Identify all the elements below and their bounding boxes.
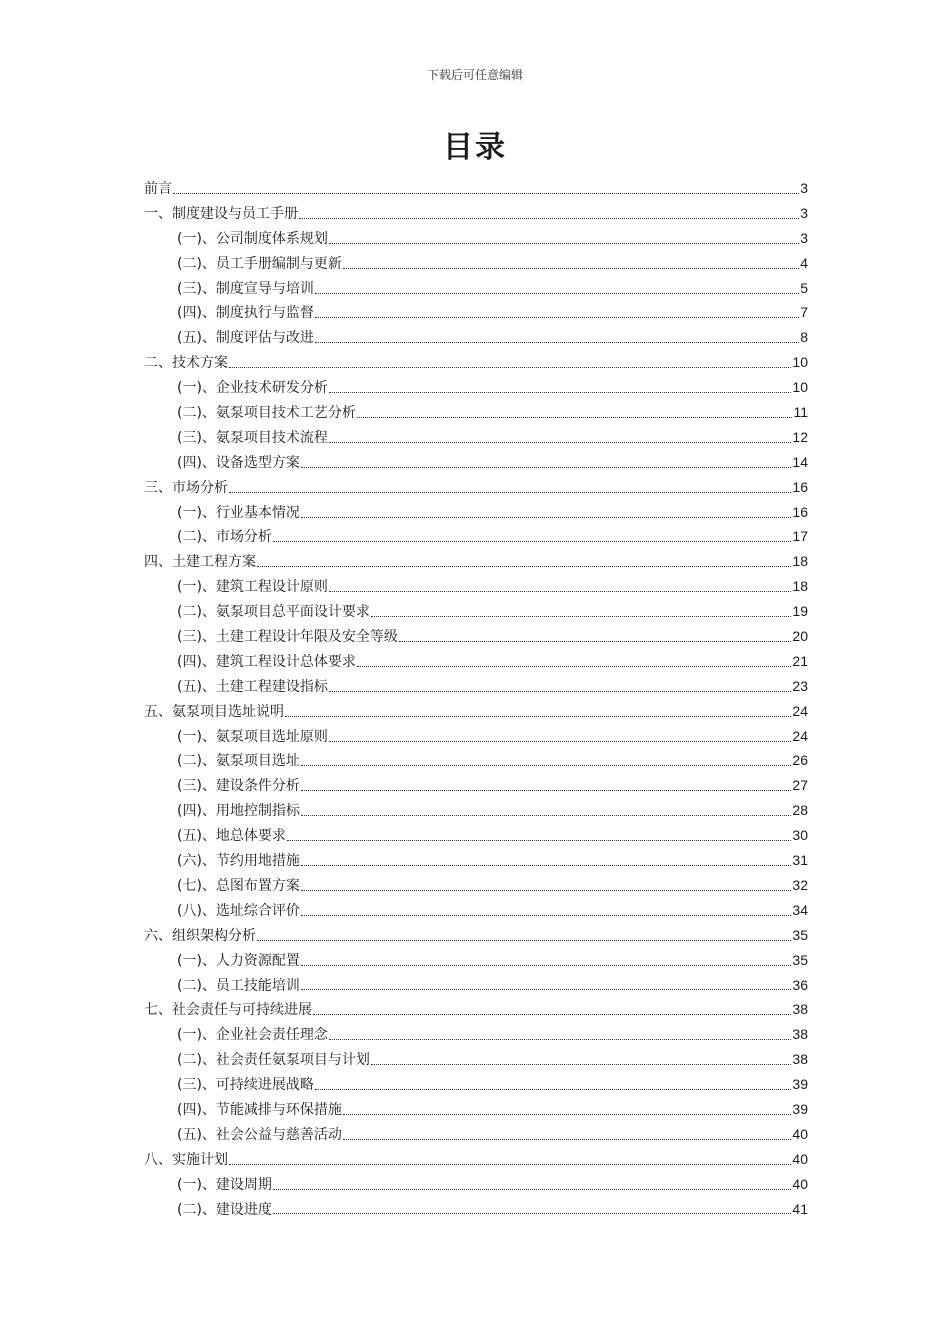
toc-dot-leader: [257, 940, 791, 941]
toc-entry[interactable]: [144, 923, 808, 948]
toc-entry-title: 二、技术方案: [144, 355, 228, 372]
toc-entry-page-number: 40: [792, 1150, 808, 1167]
toc-entry-page-number: 28: [792, 802, 808, 819]
toc-dot-leader: [299, 218, 799, 219]
toc-entry[interactable]: [144, 300, 808, 325]
toc-entry-title: (三)、建设条件分析: [177, 778, 300, 795]
toc-entry[interactable]: [144, 798, 808, 823]
toc-entry[interactable]: [144, 674, 808, 699]
toc-entry-page-number: 24: [792, 702, 808, 719]
toc-entry-page-number: 5: [800, 279, 808, 296]
toc-entry-page-number: 30: [792, 827, 808, 844]
toc-entry-title: (四)、用地控制指标: [177, 803, 300, 820]
toc-entry-title: (二)、社会责任氨泵项目与计划: [177, 1052, 370, 1069]
toc-dot-leader: [287, 840, 791, 841]
toc-entry-page-number: 16: [792, 503, 808, 520]
toc-entry-page-number: 27: [792, 777, 808, 794]
toc-entry-title: (八)、选址综合评价: [177, 902, 300, 919]
toc-entry-page-number: 4: [800, 254, 808, 271]
toc-dot-leader: [329, 442, 791, 443]
toc-entry[interactable]: [144, 475, 808, 500]
toc-entry-page-number: 40: [792, 1125, 808, 1142]
toc-entry-page-number: 12: [792, 428, 808, 445]
toc-dot-leader: [273, 541, 791, 542]
toc-entry-title: 一、制度建设与员工手册: [144, 205, 298, 222]
toc-entry-page-number: 38: [792, 1051, 808, 1068]
toc-dot-leader: [301, 965, 791, 966]
toc-dot-leader: [371, 616, 791, 617]
toc-entry-page-number: 3: [800, 204, 808, 221]
toc-entry-title: (一)、人力资源配置: [177, 952, 300, 969]
toc-entry-title: 三、市场分析: [144, 479, 228, 496]
toc-entry-title: (三)、可持续进展战略: [177, 1077, 314, 1094]
toc-entry[interactable]: [144, 226, 808, 251]
toc-entry-title: (四)、节能减排与环保措施: [177, 1101, 342, 1118]
toc-entry-page-number: 39: [792, 1100, 808, 1117]
toc-entry[interactable]: [144, 450, 808, 475]
toc-entry[interactable]: [144, 201, 808, 226]
toc-entry-page-number: 35: [792, 951, 808, 968]
toc-dot-leader: [173, 193, 799, 194]
toc-entry[interactable]: [144, 873, 808, 898]
toc-entry-title: (五)、制度评估与改进: [177, 330, 314, 347]
toc-entry-page-number: 18: [792, 553, 808, 570]
toc-dot-leader: [343, 1139, 791, 1140]
toc-dot-leader: [329, 691, 791, 692]
toc-entry[interactable]: [144, 425, 808, 450]
toc-entry-page-number: 18: [792, 578, 808, 595]
toc-entry-title: (一)、企业社会责任理念: [177, 1027, 328, 1044]
toc-entry-page-number: 3: [800, 229, 808, 246]
toc-dot-leader: [357, 666, 791, 667]
toc-entry-page-number: 32: [792, 876, 808, 893]
toc-entry-page-number: 34: [792, 901, 808, 918]
toc-dot-leader: [315, 293, 799, 294]
toc-entry[interactable]: [144, 350, 808, 375]
toc-entry-title: 五、氨泵项目选址说明: [144, 703, 284, 720]
toc-entry[interactable]: [144, 400, 808, 425]
toc-entry-title: 六、组织架构分析: [144, 927, 256, 944]
toc-entry-page-number: 10: [792, 379, 808, 396]
toc-dot-leader: [301, 915, 791, 916]
toc-entry[interactable]: [144, 848, 808, 873]
toc-dot-leader: [301, 517, 791, 518]
toc-dot-leader: [301, 790, 791, 791]
toc-dot-leader: [301, 815, 791, 816]
toc-entry-title: (四)、设备选型方案: [177, 454, 300, 471]
toc-entry-page-number: 23: [792, 677, 808, 694]
toc-dot-leader: [329, 392, 791, 393]
toc-entry-title: (三)、制度宣导与培训: [177, 280, 314, 297]
toc-entry[interactable]: [144, 1172, 808, 1197]
toc-dot-leader: [273, 1213, 791, 1214]
page-header-note: 下载后可任意编辑: [426, 68, 523, 82]
toc-dot-leader: [329, 1039, 791, 1040]
toc-dot-leader: [343, 1114, 791, 1115]
toc-entry-page-number: 40: [792, 1175, 808, 1192]
toc-entry-title: (三)、氨泵项目技术流程: [177, 429, 328, 446]
toc-entry-title: (七)、总图布置方案: [177, 877, 300, 894]
toc-entry[interactable]: [144, 624, 808, 649]
toc-entry-title: (五)、地总体要求: [177, 828, 286, 845]
toc-entry-page-number: 7: [800, 304, 808, 321]
toc-entry[interactable]: [144, 997, 808, 1022]
toc-entry-title: (一)、企业技术研发分析: [177, 380, 328, 397]
toc-dot-leader: [301, 989, 791, 990]
toc-dot-leader: [343, 268, 799, 269]
toc-entry-title: (一)、行业基本情况: [177, 504, 300, 521]
toc-entry-page-number: 14: [792, 453, 808, 470]
toc-entry[interactable]: [144, 649, 808, 674]
toc-entry-page-number: 41: [792, 1200, 808, 1217]
toc-entry-page-number: 39: [792, 1076, 808, 1093]
toc-dot-leader: [315, 342, 799, 343]
toc-dot-leader: [301, 467, 791, 468]
toc-dot-leader: [229, 367, 791, 368]
toc-entry[interactable]: [144, 823, 808, 848]
toc-entry[interactable]: [144, 1097, 808, 1122]
toc-entry-title: (四)、建筑工程设计总体要求: [177, 653, 356, 670]
toc-entry-title: 八、实施计划: [144, 1151, 228, 1168]
toc-entry-page-number: 31: [792, 852, 808, 869]
toc-dot-leader: [315, 317, 799, 318]
toc-entry-title: (四)、制度执行与监督: [177, 305, 314, 322]
toc-entry[interactable]: [144, 1047, 808, 1072]
toc-entry[interactable]: [144, 898, 808, 923]
toc-dot-leader: [329, 243, 799, 244]
toc-entry-title: (六)、节约用地措施: [177, 853, 300, 870]
toc-entry-page-number: 36: [792, 976, 808, 993]
toc-entry-page-number: 38: [792, 1001, 808, 1018]
toc-entry-title: (二)、氨泵项目技术工艺分析: [177, 405, 356, 422]
toc-entry-page-number: 38: [792, 1026, 808, 1043]
toc-entry[interactable]: [144, 251, 808, 276]
toc-dot-leader: [229, 1164, 791, 1165]
toc-entry-title: (五)、土建工程建设指标: [177, 678, 328, 695]
toc-entry-page-number: 24: [792, 727, 808, 744]
toc-entry[interactable]: [144, 1122, 808, 1147]
toc-entry[interactable]: [144, 599, 808, 624]
toc-dot-leader: [399, 641, 791, 642]
toc-entry-title: 前言: [144, 181, 172, 197]
toc-entry[interactable]: [144, 574, 808, 599]
toc-entry-page-number: 35: [792, 926, 808, 943]
toc-entry-page-number: 26: [792, 752, 808, 769]
toc-entry-title: 七、社会责任与可持续进展: [144, 1002, 312, 1019]
toc-entry[interactable]: [144, 1072, 808, 1097]
toc-entry-page-number: 21: [792, 652, 808, 669]
toc-dot-leader: [315, 1089, 791, 1090]
toc-entry-page-number: 11: [793, 404, 808, 421]
toc-entry[interactable]: [144, 325, 808, 350]
toc-entry-title: (五)、社会公益与慈善活动: [177, 1126, 342, 1143]
toc-entry-page-number: 8: [800, 329, 808, 346]
toc-entry-title: (二)、建设进度: [177, 1201, 272, 1218]
toc-entry[interactable]: [144, 549, 808, 574]
toc-dot-leader: [301, 865, 791, 866]
toc-entry[interactable]: [144, 699, 808, 724]
toc-entry[interactable]: [144, 748, 808, 773]
toc-dot-leader: [329, 741, 791, 742]
table-of-contents: [144, 176, 808, 1221]
toc-entry-title: (二)、氨泵项目总平面设计要求: [177, 604, 370, 621]
toc-entry[interactable]: [144, 1147, 808, 1172]
toc-entry-page-number: 10: [792, 354, 808, 371]
toc-dot-leader: [371, 1064, 791, 1065]
toc-entry-title: (二)、市场分析: [177, 529, 272, 546]
toc-dot-leader: [301, 765, 791, 766]
toc-entry-title: 四、土建工程方案: [144, 554, 256, 571]
toc-entry-title: (一)、建筑工程设计原则: [177, 579, 328, 596]
toc-entry[interactable]: [144, 500, 808, 525]
toc-entry[interactable]: [144, 176, 808, 201]
toc-entry-page-number: 17: [792, 528, 808, 545]
toc-entry-title: (二)、氨泵项目选址: [177, 753, 300, 770]
toc-dot-leader: [313, 1014, 791, 1015]
toc-entry[interactable]: [144, 375, 808, 400]
toc-dot-leader: [329, 591, 791, 592]
toc-entry-title: (二)、员工技能培训: [177, 977, 300, 994]
toc-entry[interactable]: [144, 524, 808, 549]
toc-entry-page-number: 20: [792, 628, 808, 645]
toc-dot-leader: [285, 716, 791, 717]
toc-entry[interactable]: [144, 948, 808, 973]
toc-entry-title: (三)、土建工程设计年限及安全等级: [177, 629, 398, 646]
toc-dot-leader: [357, 417, 793, 418]
toc-entry[interactable]: [144, 1022, 808, 1047]
toc-dot-leader: [257, 566, 791, 567]
toc-entry-page-number: 16: [792, 478, 808, 495]
toc-entry[interactable]: [144, 276, 808, 301]
toc-dot-leader: [301, 890, 791, 891]
toc-entry[interactable]: [144, 973, 808, 998]
toc-entry[interactable]: [144, 724, 808, 749]
toc-entry-page-number: 19: [792, 603, 808, 620]
toc-entry-title: (一)、建设周期: [177, 1176, 272, 1193]
document-title: 目录: [443, 130, 507, 165]
toc-dot-leader: [273, 1189, 791, 1190]
toc-entry-page-number: 3: [800, 180, 808, 196]
toc-entry-title: (一)、公司制度体系规划: [177, 230, 328, 247]
toc-entry-title: (二)、员工手册编制与更新: [177, 255, 342, 272]
toc-entry[interactable]: [144, 1197, 808, 1222]
toc-entry-title: (一)、氨泵项目选址原则: [177, 728, 328, 745]
toc-dot-leader: [229, 492, 791, 493]
toc-entry[interactable]: [144, 773, 808, 798]
